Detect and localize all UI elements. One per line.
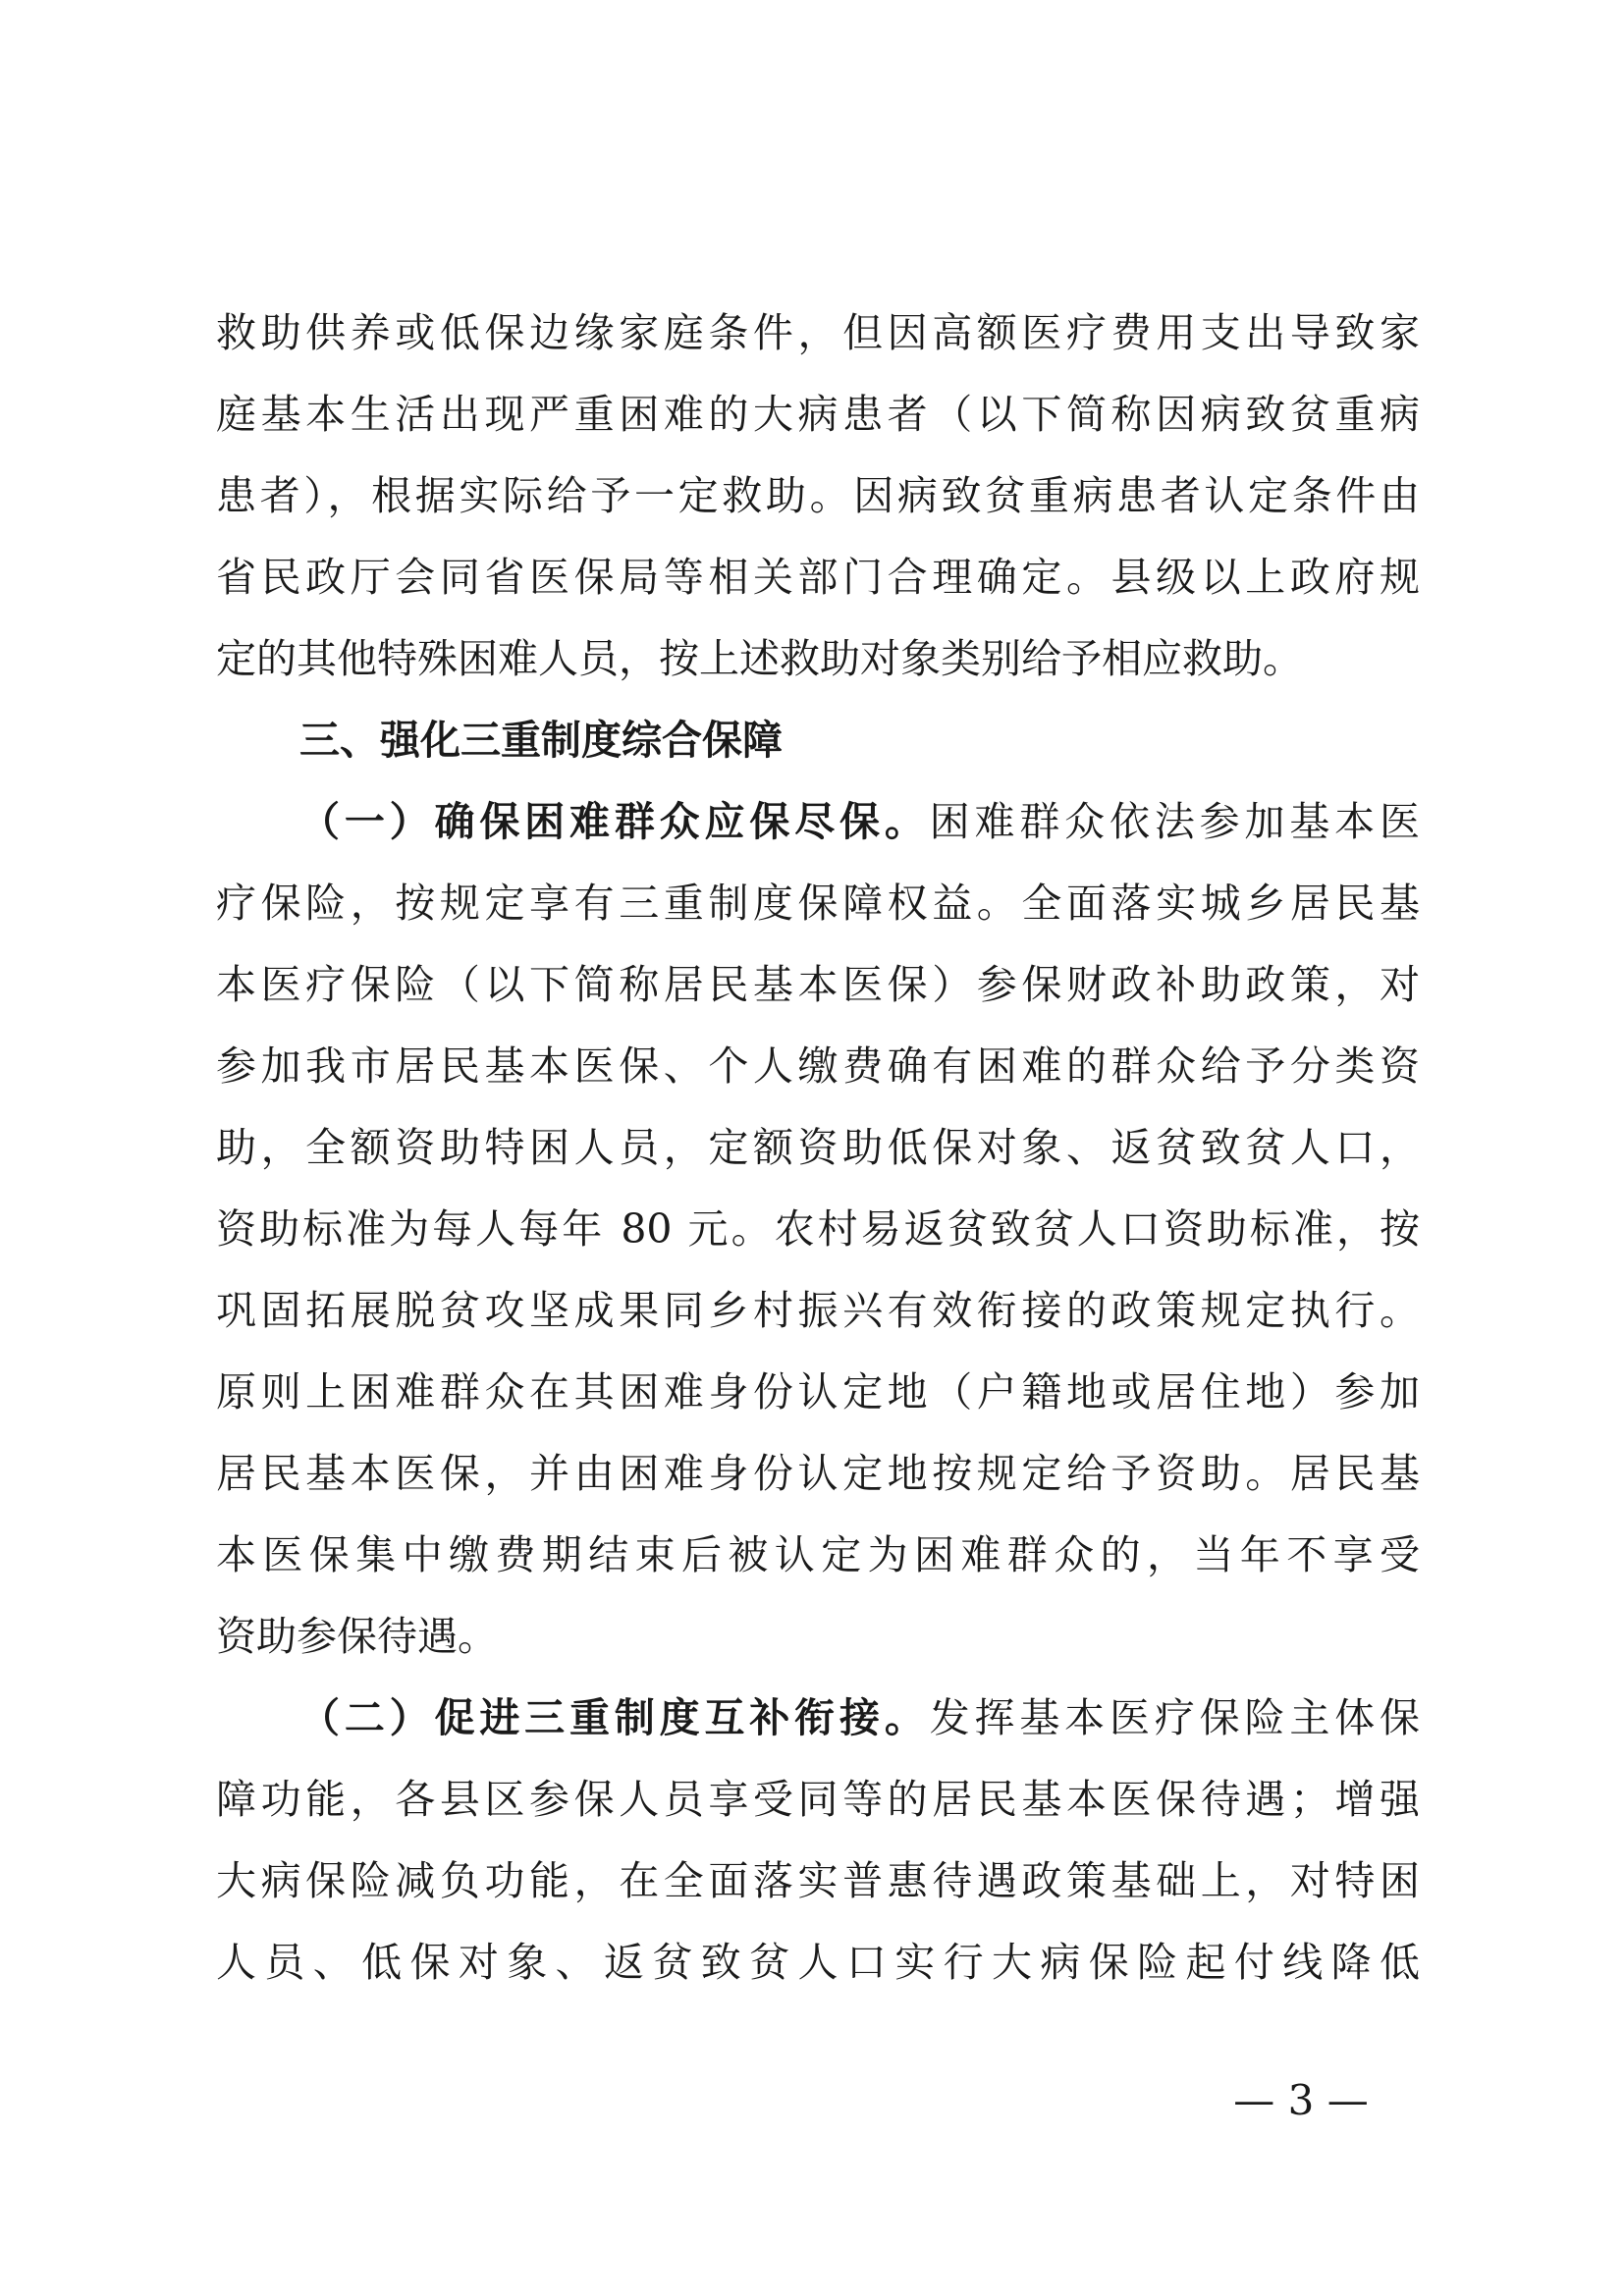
subsection-2-title: （二）促进三重制度互补衔接。 bbox=[299, 1694, 930, 1741]
subsection-1-line-4: 参加我市居民基本医保、个人缴费确有困难的群众给予分类资 bbox=[216, 1042, 1420, 1090]
subsection-1-line-5: 助，全额资助特困人员，定额资助低保对象、返贫致贫人口， bbox=[216, 1124, 1420, 1171]
subsection-1-line-9: 居民基本医保，并由困难身份认定地按规定给予资助。居民基 bbox=[216, 1450, 1420, 1497]
subsection-1-line-11: 资助参保待遇。 bbox=[216, 1613, 498, 1660]
body-line-3: 患者），根据实际给予一定救助。因病致贫重病患者认定条件由 bbox=[216, 472, 1420, 519]
subsection-1-line-8: 原则上困难群众在其困难身份认定地（户籍地或居住地）参加 bbox=[216, 1368, 1420, 1415]
section-heading: 三、强化三重制度综合保障 bbox=[299, 717, 783, 764]
subsection-1-first-line bbox=[299, 781, 1420, 863]
subsection-1-first-line-text: 困难群众依法参加基本医 bbox=[929, 798, 1421, 845]
subsection-2-line-4: 人员、低保对象、返贫致贫人口实行大病保险起付线降低 bbox=[216, 1939, 1420, 1986]
subsection-2-first-line-text: 发挥基本医疗保险主体保 bbox=[929, 1694, 1421, 1741]
subsection-1-title: （一）确保困难群众应保尽保。 bbox=[299, 798, 930, 845]
body-line-1: 救助供养或低保边缘家庭条件，但因高额医疗费用支出导致家 bbox=[216, 309, 1420, 356]
subsection-2-line-3: 大病保险减负功能，在全面落实普惠待遇政策基础上，对特困 bbox=[216, 1857, 1420, 1904]
subsection-1-line-7: 巩固拓展脱贫攻坚成果同乡村振兴有效衔接的政策规定执行。 bbox=[216, 1287, 1420, 1334]
subsection-1-line-10: 本医保集中缴费期结束后被认定为困难群众的，当年不享受 bbox=[216, 1531, 1420, 1578]
body-line-2: 庭基本生活出现严重困难的大病患者（以下简称因病致贫重病 bbox=[216, 391, 1420, 438]
subsection-1-line-6: 资助标准为每人每年 80 元。农村易返贫致贫人口资助标准，按 bbox=[216, 1205, 1420, 1253]
subsection-1-line-3: 本医疗保险（以下简称居民基本医保）参保财政补助政策，对 bbox=[216, 961, 1420, 1008]
subsection-2-line-2: 障功能，各县区参保人员享受同等的居民基本医保待遇；增强 bbox=[216, 1776, 1420, 1823]
body-line-4: 省民政厅会同省医保局等相关部门合理确定。县级以上政府规 bbox=[216, 554, 1420, 601]
page-number: — 3 — bbox=[1233, 2076, 1369, 2124]
subsection-1-line-2: 疗保险，按规定享有三重制度保障权益。全面落实城乡居民基 bbox=[216, 880, 1420, 927]
body-line-5: 定的其他特殊困难人员，按上述救助对象类别给予相应救助。 bbox=[216, 635, 1303, 682]
subsection-2-first-line bbox=[299, 1678, 1420, 1759]
